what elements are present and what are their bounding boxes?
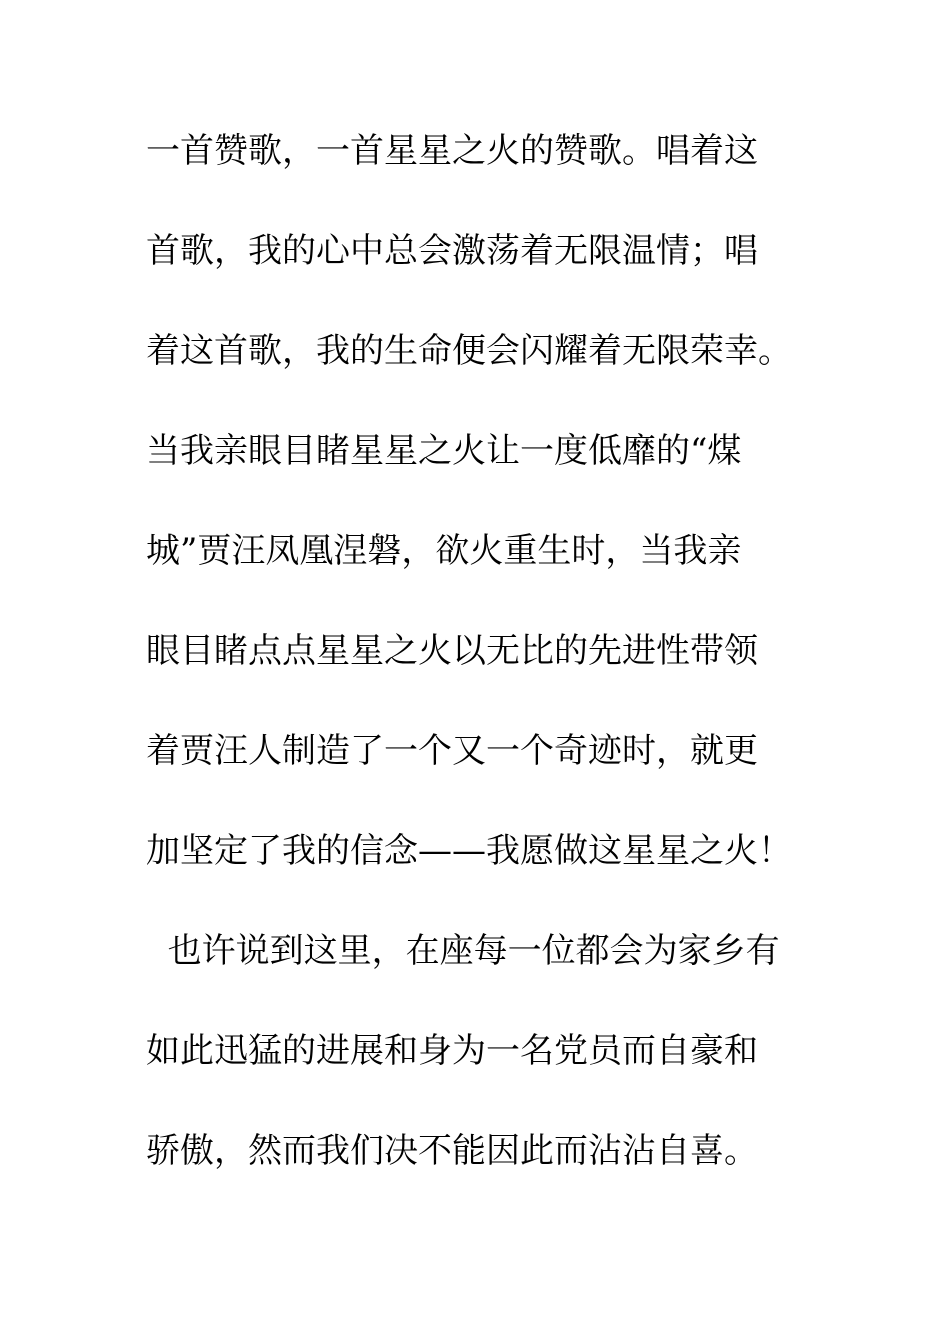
text-line: 着这首歌，我的生命便会闪耀着无限荣幸。 (146, 331, 792, 371)
text-line: 一首赞歌，一首星星之火的赞歌。唱着这 (146, 131, 758, 171)
text-line: 城”贾汪凤凰涅磐，欲火重生时，当我亲 (146, 531, 742, 571)
text-line: 首歌，我的心中总会激荡着无限温情；唱 (146, 231, 758, 271)
text-line: 骄傲，然而我们决不能因此而沾沾自喜。 (146, 1131, 758, 1171)
body-text (146, 120, 836, 1220)
text-line: 加坚定了我的信念——我愿做这星星之火！ (146, 831, 792, 871)
text-line: 着贾汪人制造了一个又一个奇迹时，就更 (146, 731, 758, 771)
text-line: 眼目睹点点星星之火以无比的先进性带领 (146, 631, 758, 671)
text-line: 也许说到这里，在座每一位都会为家乡有 (146, 931, 780, 971)
text-line: 当我亲眼目睹星星之火让一度低靡的“煤 (146, 431, 742, 471)
text-line: 如此迅猛的进展和身为一名党员而自豪和 (146, 1031, 758, 1071)
